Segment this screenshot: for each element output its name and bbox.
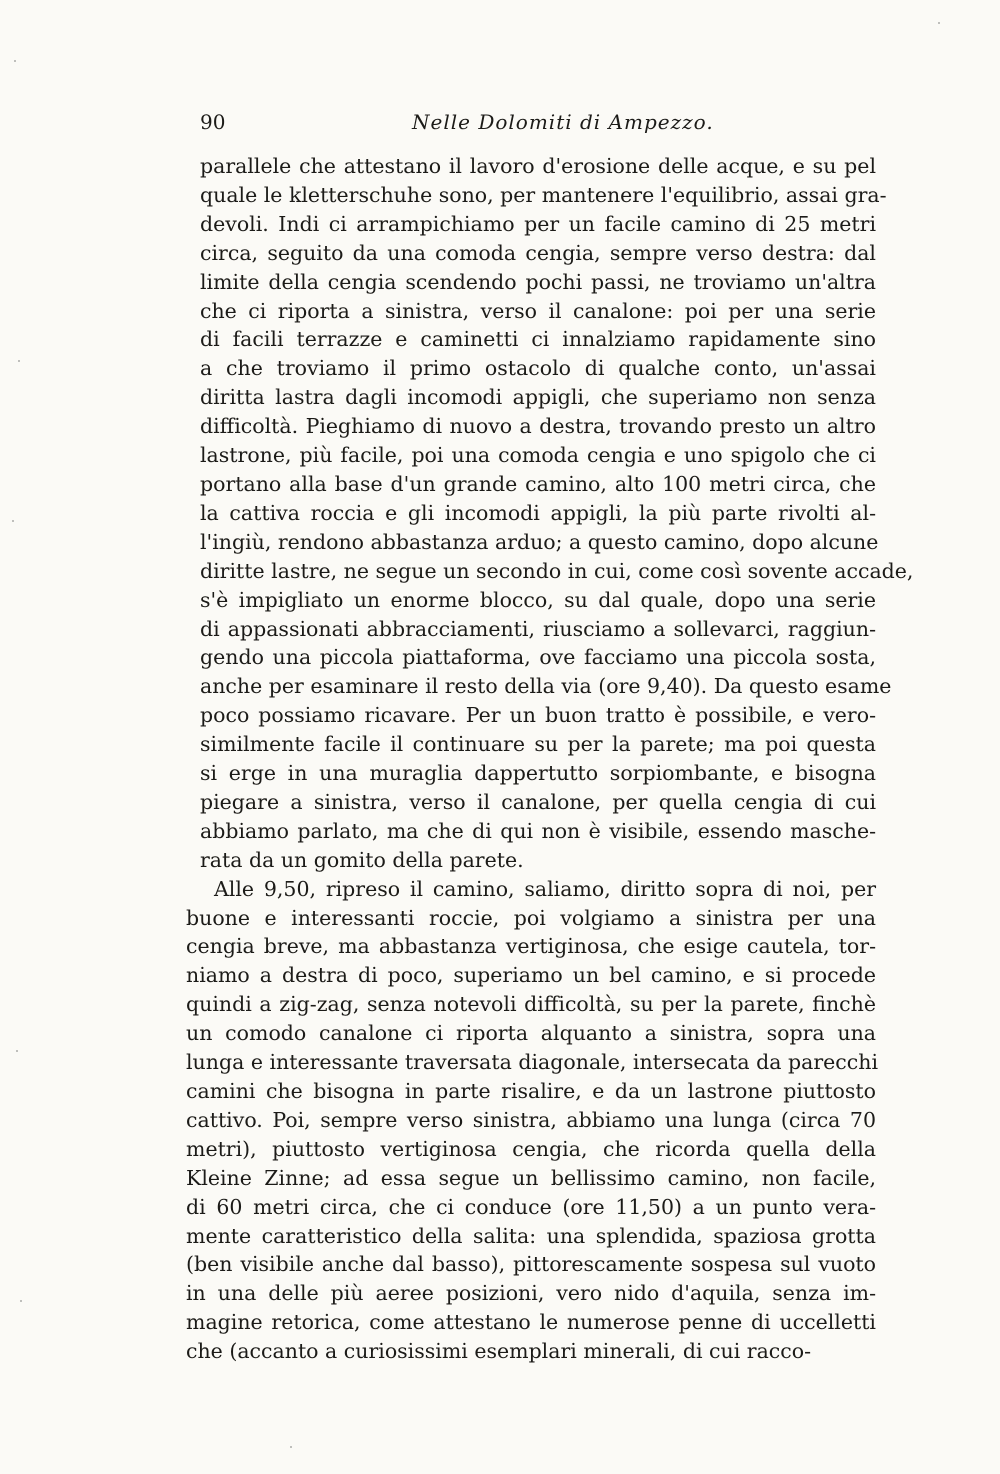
scan-speck — [938, 22, 940, 24]
text-line: diritte lastre, ne segue un secondo in cui, come così sovente accade, — [200, 558, 914, 583]
text-line: Alle 9,50, ripreso il camino, saliamo, diritto sopra di noi, per — [214, 876, 876, 901]
scan-speck — [12, 520, 14, 522]
scan-speck — [20, 1300, 22, 1302]
text-line: cengia breve, ma abbastanza vertiginosa, che esige cautela, tor- — [186, 934, 876, 959]
text-line: cattivo. Poi, sempre verso sinistra, abbiamo una lunga (circa 70 — [186, 1107, 876, 1132]
text-line: difficoltà. Pieghiamo di nuovo a destra, trovando presto un altro — [200, 414, 876, 439]
text-line: che (accanto a curiosissimi esemplari minerali, di cui racco- — [186, 1339, 812, 1364]
text-line: camini che bisogna in parte risalire, e da un lastrone piuttosto — [186, 1079, 876, 1103]
text-line: si erge in una muraglia dappertutto sorpiombante, e bisogna — [200, 761, 876, 786]
text-line: magine retorica, come attestano le numerose penne di uccelletti — [186, 1310, 876, 1335]
paragraph-1 — [200, 152, 914, 875]
text-line: Kleine Zinne; ad essa segue un bellissimo camino, non facile, — [186, 1165, 876, 1190]
page-number: 90 — [200, 110, 226, 134]
text-line: rata da un gomito della parete. — [200, 847, 524, 872]
text-line: piegare a sinistra, verso il canalone, per quella cengia di cui — [200, 789, 876, 814]
text-line: limite della cengia scendendo pochi passi, ne troviamo un'altra — [200, 269, 876, 294]
text-line: gendo una piccola piattaforma, ove facciamo una piccola sosta, — [200, 645, 876, 670]
text-line: un comodo canalone ci riporta alquanto a sinistra, sopra una — [186, 1021, 876, 1046]
text-line: poco possiamo ricavare. Per un buon tratto è possibile, e vero- — [200, 703, 876, 728]
scan-speck — [290, 1446, 292, 1448]
text-line: di 60 metri circa, che ci conduce (ore 11,50) a un punto vera- — [186, 1194, 876, 1219]
text-line: anche per esaminare il resto della via (ore 9,40). Da questo esame — [200, 674, 892, 699]
text-line: l'ingiù, rendono abbastanza arduo; a questo camino, dopo alcune — [200, 529, 879, 554]
text-line: quale le kletterschuhe sono, per mantenere l'equilibrio, assai gra- — [200, 182, 887, 207]
text-line: la cattiva roccia e gli incomodi appigli, la più parte rivolti al- — [200, 500, 876, 525]
text-line: similmente facile il continuare su per la parete; ma poi questa — [200, 732, 876, 757]
text-line: lastrone, più facile, poi una comoda cengia e uno spigolo che ci — [200, 443, 876, 468]
text-line: buone e interessanti roccie, poi volgiamo a sinistra per una — [186, 905, 876, 930]
text-line: abbiamo parlato, ma che di qui non è visibile, essendo masche- — [200, 818, 876, 843]
running-title: Nelle Dolomiti di Ampezzo. — [412, 110, 714, 134]
text-line: (ben visibile anche dal basso), pittorescamente sospesa sul vuoto — [186, 1252, 876, 1277]
scan-speck — [14, 60, 16, 62]
text-line: lunga e interessante traversata diagonale, intersecata da parecchi — [186, 1050, 879, 1075]
scan-speck — [16, 1050, 18, 1052]
text-line: metri), piuttosto vertiginosa cengia, che ricorda quella della — [186, 1136, 876, 1161]
body-text — [186, 152, 914, 1366]
text-line: devoli. Indi ci arrampichiamo per un facile camino di 25 metri — [200, 211, 876, 236]
text-line: portano alla base d'un grande camino, alto 100 metri circa, che — [200, 471, 876, 496]
text-line: a che troviamo il primo ostacolo di qualche conto, un'assai — [200, 356, 876, 381]
text-line: di facili terrazze e caminetti ci innalziamo rapidamente sino — [200, 327, 876, 352]
text-line: diritta lastra dagli incomodi appigli, che superiamo non senza — [200, 385, 876, 410]
page-header — [196, 110, 876, 142]
scan-speck — [18, 360, 20, 362]
text-line: mente caratteristico della salita: una splendida, spaziosa grotta — [186, 1223, 876, 1248]
text-line: che ci riporta a sinistra, verso il canalone: poi per una serie — [200, 298, 876, 323]
text-line: s'è impigliato un enorme blocco, su dal quale, dopo una serie — [200, 587, 876, 612]
text-line: di appassionati abbracciamenti, riusciamo a sollevarci, raggiun- — [200, 616, 876, 641]
text-line: in una delle più aeree posizioni, vero nido d'aquila, senza im- — [186, 1281, 876, 1306]
text-line: parallele che attestano il lavoro d'erosione delle acque, e su pel — [200, 154, 876, 178]
paragraph-2 — [186, 875, 879, 1366]
text-line: niamo a destra di poco, superiamo un bel camino, e si procede — [186, 963, 876, 988]
text-line: quindi a zig-zag, senza notevoli difficoltà, su per la parete, finchè — [186, 992, 876, 1017]
text-line: circa, seguito da una comoda cengia, sempre verso destra: dal — [200, 240, 876, 265]
